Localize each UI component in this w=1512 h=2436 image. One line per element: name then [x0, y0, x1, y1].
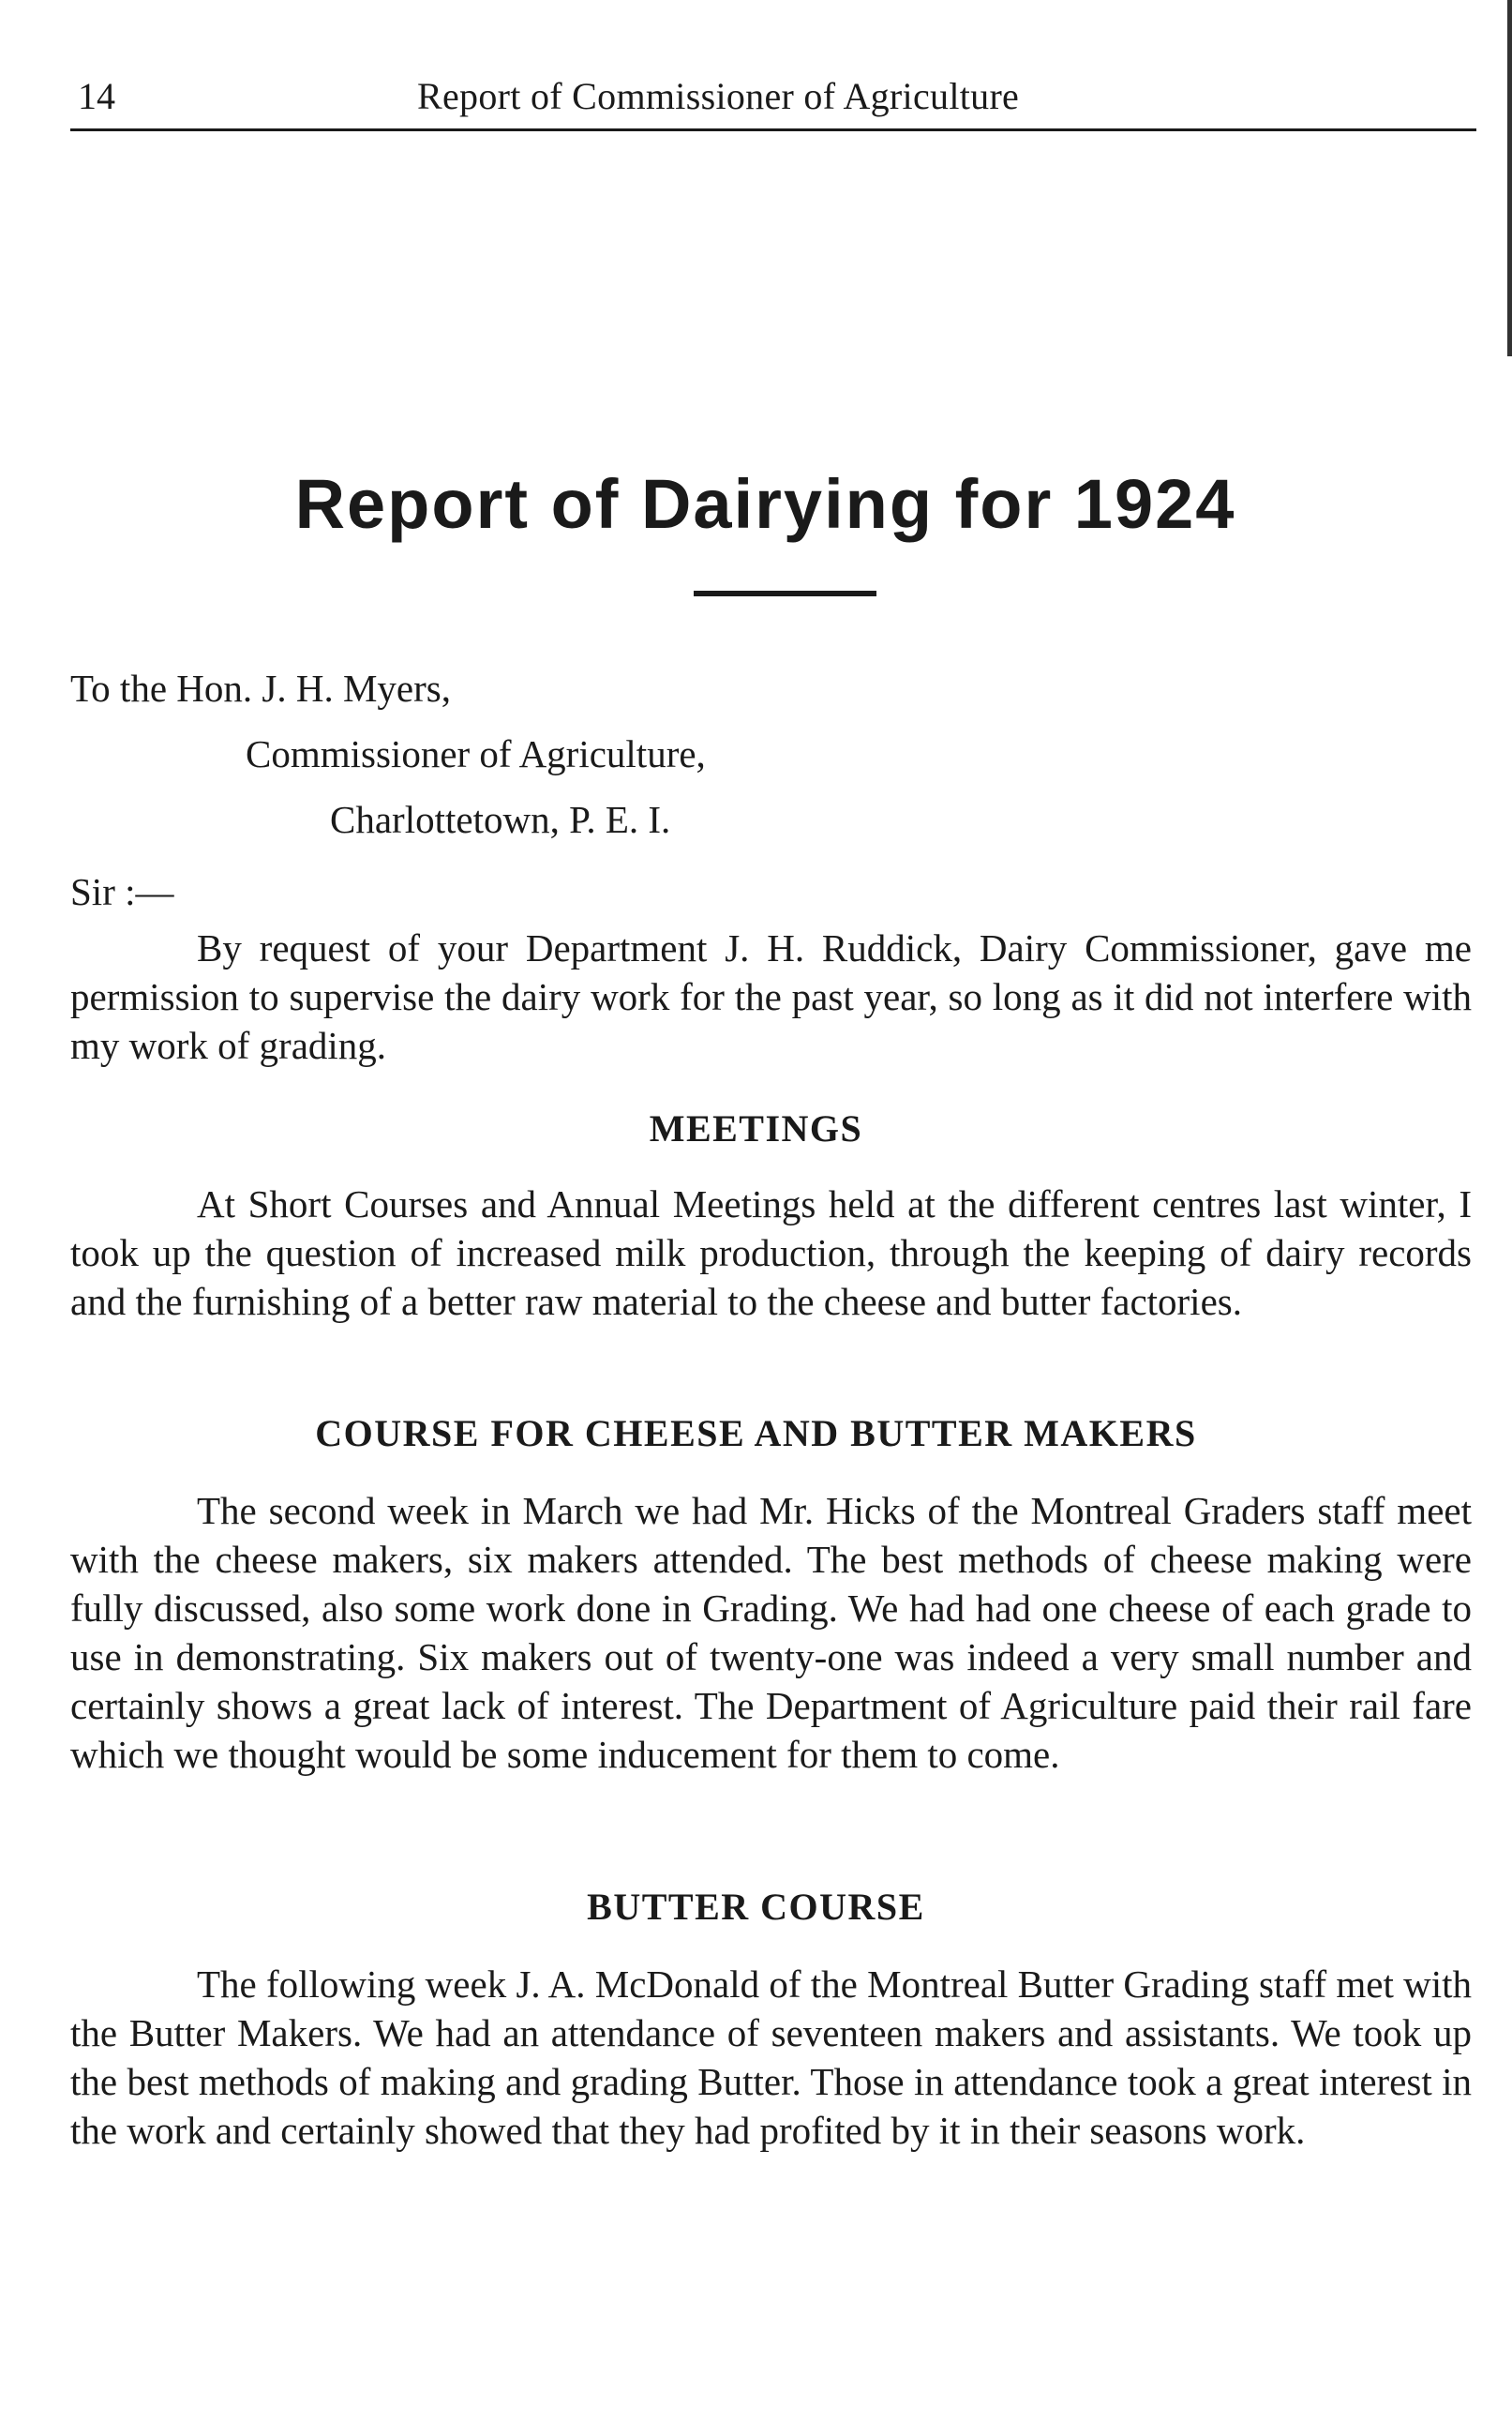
running-title: Report of Commissioner of Agriculture [417, 75, 1020, 117]
section-heading-meetings: MEETINGS [649, 1107, 863, 1150]
page-number: 14 [78, 75, 115, 117]
address-line-recipient: To the Hon. J. H. Myers, [70, 667, 451, 710]
title-rule [694, 591, 876, 596]
header-rule [70, 128, 1476, 131]
section-body-butter-course: The following week J. A. McDonald of the Montreal Butter Grading staff met with the Butter Makers. We had an attendance of seventeen makers and assistants. We took up the best methods of making and grading Butter. Those in attendance took a great interest in the work and certainly showed that they had profited by it in their seasons work. [70, 1962, 1472, 2152]
section-heading-cheese-course: COURSE FOR CHEESE AND BUTTER MAKERS [315, 1412, 1197, 1454]
salutation: Sir :— [70, 870, 174, 913]
section-body-meetings: At Short Courses and Annual Meetings held at the different centres last winter, I took up the question of increased milk production, through the keeping of dairy records and the furnishing of a better raw material to the cheese and butter factories. [70, 1182, 1472, 1323]
address-line-city: Charlottetown, P. E. I. [330, 798, 671, 841]
section-heading-butter-course: BUTTER COURSE [587, 1886, 925, 1928]
intro-paragraph: By request of your Department J. H. Ruddick, Dairy Commissioner, gave me permission to supervise the dairy work for the past year, so long as it did not interfere with my work of grading. [70, 926, 1472, 1067]
page-header [70, 70, 1476, 136]
section-body-cheese-course: The second week in March we had Mr. Hicks of the Montreal Graders staff meet with the cheese makers, six makers attended. The best methods of cheese making were fully discussed, also some work done in Grading. We had had one cheese of each grade to use in demonstrating. Six makers out of twenty-one was indeed a very small number and certainly shows a great lack of interest. The Department of Agriculture paid their rail fare which we thought would be some inducement for them to come. [70, 1489, 1472, 1776]
page-edge-shadow [1507, 0, 1512, 356]
report-title: Report of Dairying for 1924 [294, 465, 1236, 543]
address-line-office: Commissioner of Agriculture, [246, 732, 706, 775]
